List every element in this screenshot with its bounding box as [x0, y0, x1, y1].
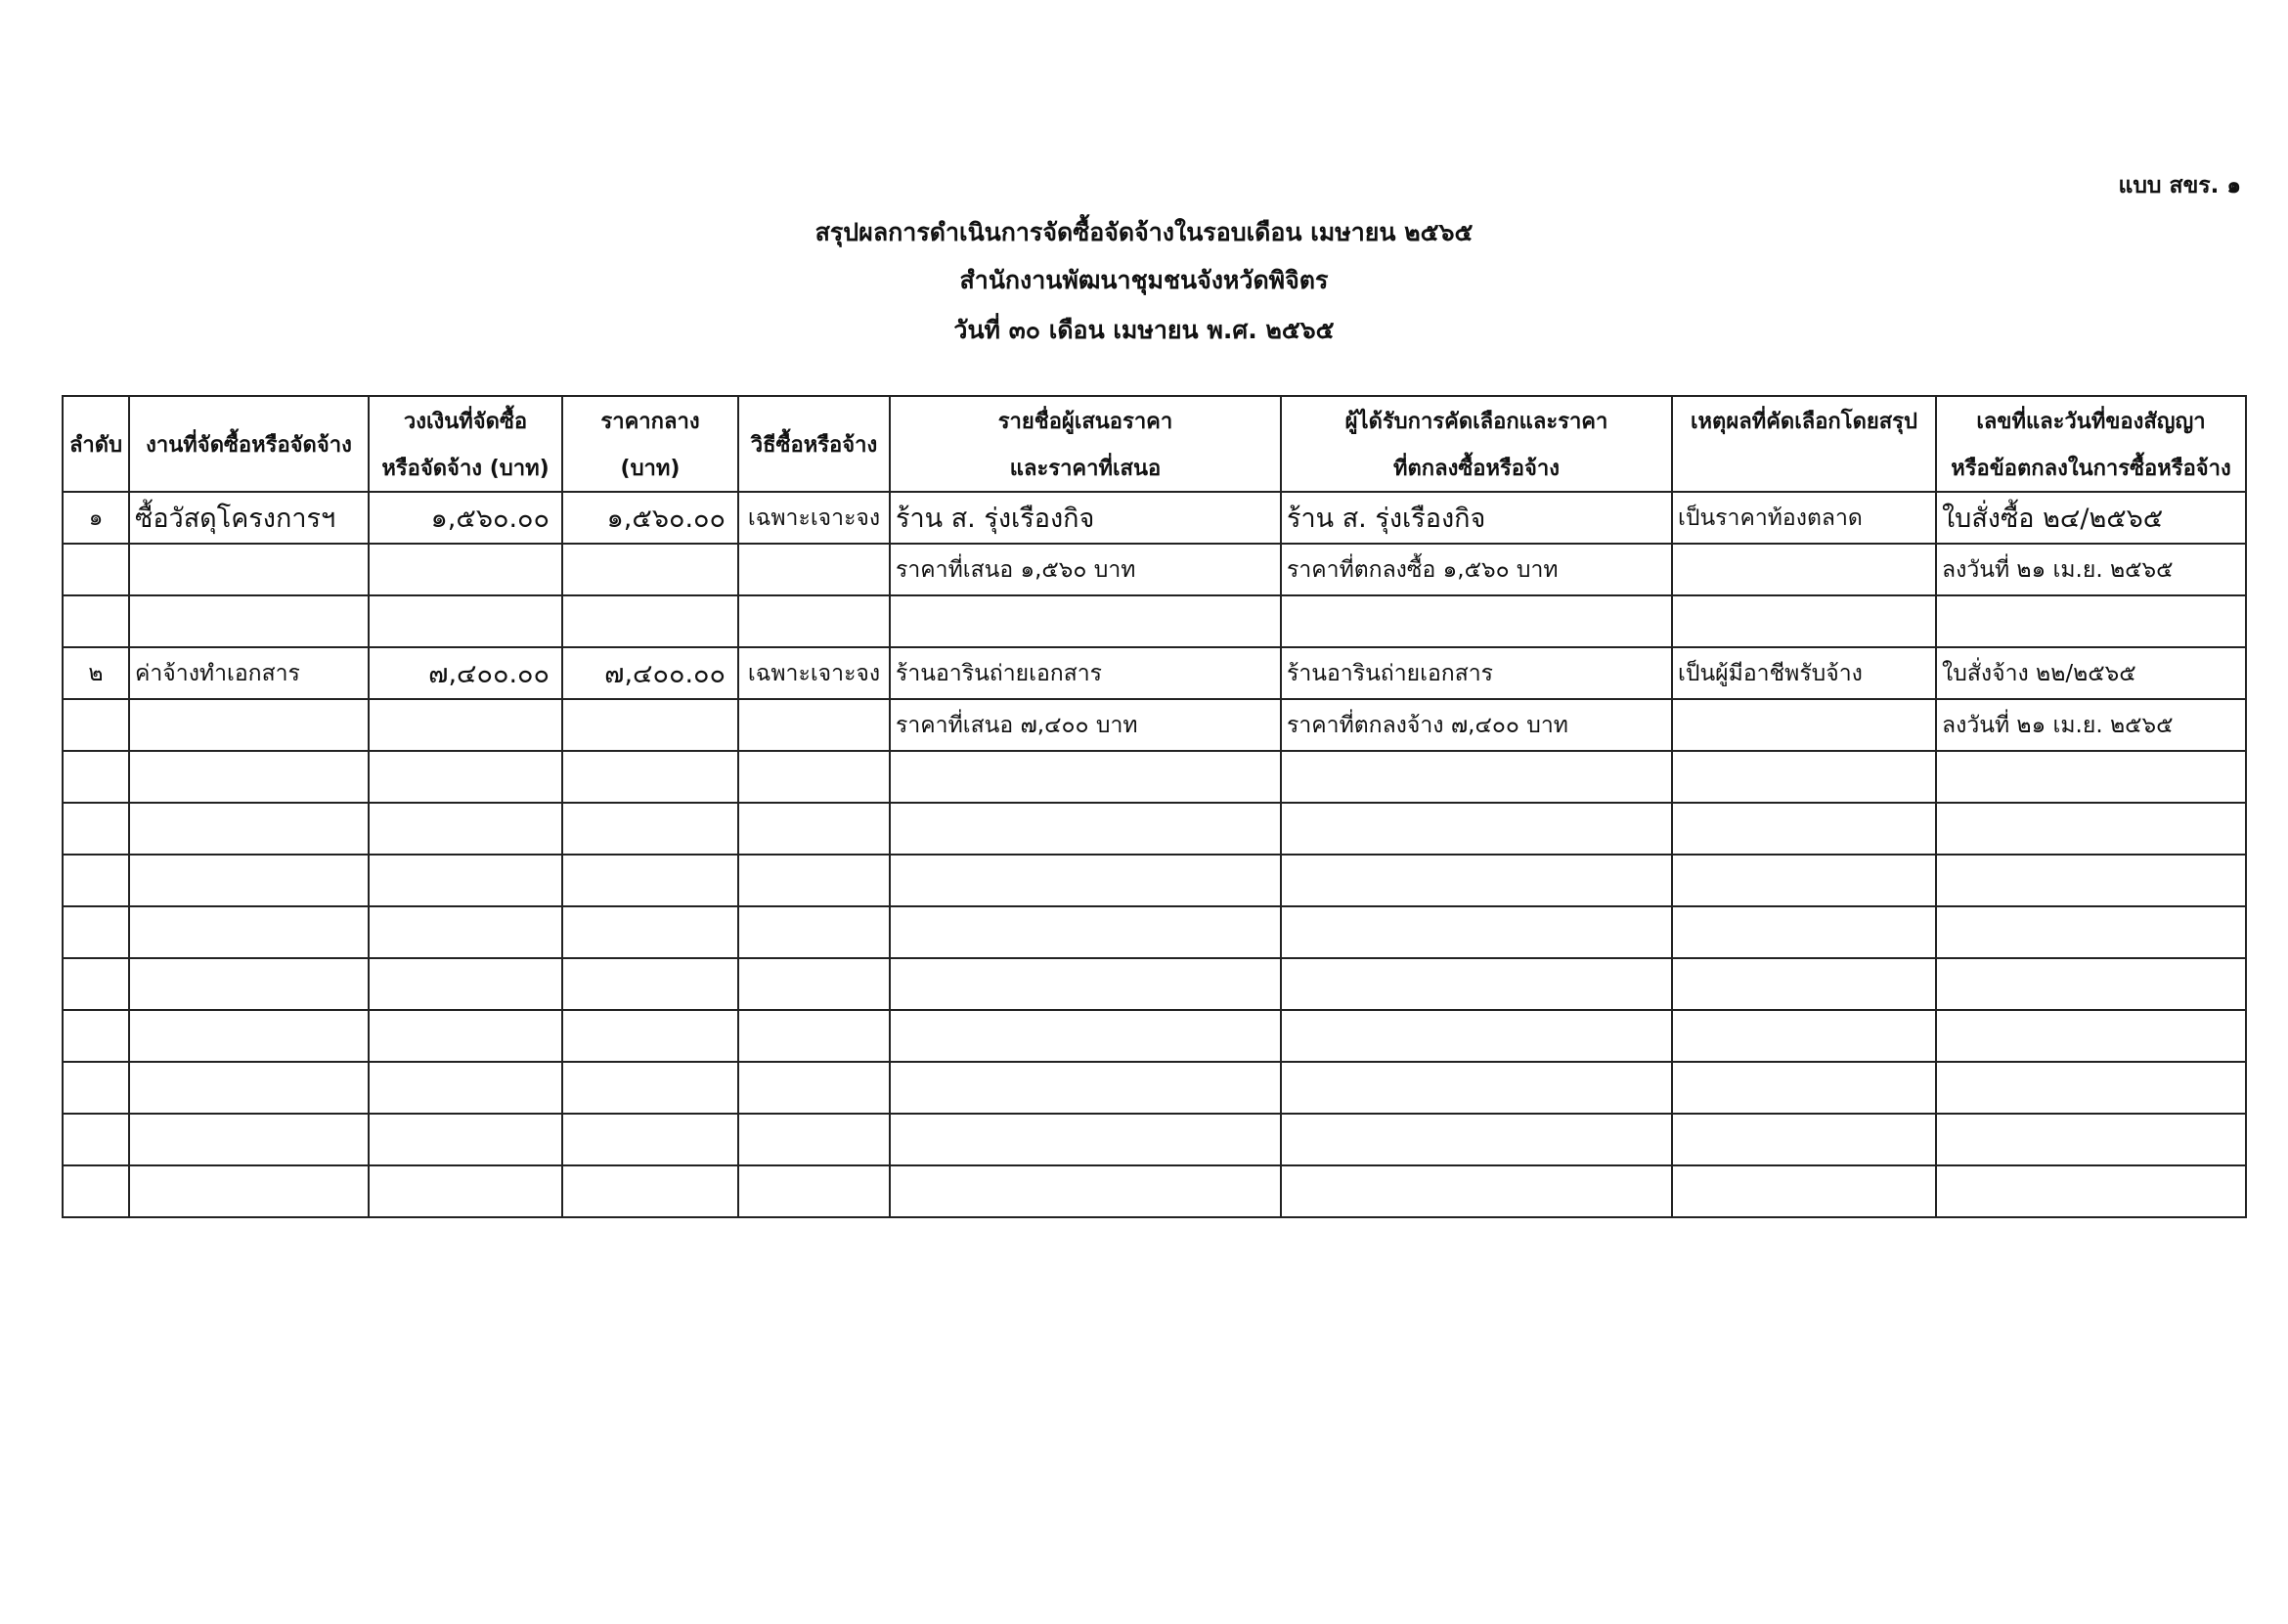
cell-empty [738, 595, 890, 647]
cell-empty [1936, 595, 2246, 647]
cell-empty [1672, 544, 1936, 595]
cell-empty [1672, 803, 1936, 855]
cell-empty [63, 855, 129, 906]
cell-empty [1672, 906, 1936, 958]
header-item: งานที่จัดซื้อหรือจัดจ้าง [129, 396, 369, 492]
cell-item: ซื้อวัสดุโครงการฯ [129, 492, 369, 544]
cell-empty [63, 1062, 129, 1114]
cell-item: ค่าจ้างทำเอกสาร [129, 647, 369, 699]
cell-empty [890, 751, 1281, 803]
report-title: สรุปผลการดำเนินการจัดซื้อจัดจ้างในรอบเดือน เมษายน ๒๕๖๕ [814, 218, 1474, 246]
cell-bidder-name: ร้าน ส. รุ่งเรืองกิจ [890, 492, 1281, 544]
cell-empty [1672, 1165, 1936, 1217]
cell-empty [129, 803, 369, 855]
cell-no: ๒ [63, 647, 129, 699]
cell-contract-date: ลงวันที่ ๒๑ เม.ย. ๒๕๖๕ [1936, 699, 2246, 751]
cell-empty [369, 1114, 562, 1165]
cell-empty [1281, 595, 1672, 647]
header-row [63, 396, 2246, 444]
cell-empty [369, 1165, 562, 1217]
cell-empty [1936, 1010, 2246, 1062]
table-row-blank [63, 1062, 2246, 1114]
cell-empty [63, 1010, 129, 1062]
cell-empty [1936, 906, 2246, 958]
header-median-line2: (บาท) [562, 444, 738, 492]
cell-empty [369, 1062, 562, 1114]
cell-empty [1281, 855, 1672, 906]
cell-empty [63, 544, 129, 595]
cell-method: เฉพาะเจาะจง [738, 492, 890, 544]
cell-empty [738, 544, 890, 595]
cell-empty [562, 544, 738, 595]
cell-empty [1281, 958, 1672, 1010]
cell-empty [1281, 751, 1672, 803]
cell-empty [1672, 751, 1936, 803]
cell-empty [369, 1010, 562, 1062]
cell-empty [738, 1010, 890, 1062]
table-row-blank [63, 751, 2246, 803]
cell-winner-price: ราคาที่ตกลงซื้อ ๑,๕๖๐ บาท [1281, 544, 1672, 595]
cell-empty [890, 958, 1281, 1010]
cell-empty [63, 1165, 129, 1217]
cell-no: ๑ [63, 492, 129, 544]
cell-empty [562, 1010, 738, 1062]
cell-empty [738, 699, 890, 751]
cell-empty [738, 1165, 890, 1217]
cell-empty [129, 906, 369, 958]
cell-empty [1936, 1165, 2246, 1217]
cell-empty [369, 803, 562, 855]
header-budget-line1: วงเงินที่จัดซื้อ [369, 396, 562, 444]
table-row-blank [63, 803, 2246, 855]
cell-empty [369, 906, 562, 958]
cell-empty [129, 1165, 369, 1217]
table-row [63, 647, 2246, 699]
cell-empty [738, 751, 890, 803]
blank-rows [63, 751, 2246, 1217]
table-row-blank [63, 1114, 2246, 1165]
cell-empty [562, 699, 738, 751]
cell-empty [562, 595, 738, 647]
cell-empty [1281, 1062, 1672, 1114]
cell-median: ๑,๕๖๐.๐๐ [562, 492, 738, 544]
cell-winner-price: ราคาที่ตกลงจ้าง ๗,๔๐๐ บาท [1281, 699, 1672, 751]
cell-empty [63, 906, 129, 958]
cell-budget: ๗,๔๐๐.๐๐ [369, 647, 562, 699]
cell-empty [890, 803, 1281, 855]
cell-empty [562, 958, 738, 1010]
cell-contract-date: ลงวันที่ ๒๑ เม.ย. ๒๕๖๕ [1936, 544, 2246, 595]
table-row [63, 544, 2246, 595]
cell-empty [63, 803, 129, 855]
header-method: วิธีซื้อหรือจ้าง [738, 396, 890, 492]
cell-empty [1936, 803, 2246, 855]
table-row-blank [63, 1165, 2246, 1217]
cell-bidder-price: ราคาที่เสนอ ๗,๔๐๐ บาท [890, 699, 1281, 751]
cell-empty [129, 1010, 369, 1062]
cell-contract-no: ใบสั่งซื้อ ๒๔/๒๕๖๕ [1936, 492, 2246, 544]
cell-empty [63, 751, 129, 803]
cell-empty [562, 1062, 738, 1114]
cell-empty [63, 595, 129, 647]
cell-empty [738, 906, 890, 958]
cell-empty [890, 1165, 1281, 1217]
header-contract-line2: หรือข้อตกลงในการซื้อหรือจ้าง [1936, 444, 2246, 492]
cell-empty [1936, 1114, 2246, 1165]
cell-bidder-name: ร้านอารินถ่ายเอกสาร [890, 647, 1281, 699]
cell-empty [1672, 1010, 1936, 1062]
table-row-blank [63, 906, 2246, 958]
cell-empty [1672, 699, 1936, 751]
cell-empty [738, 958, 890, 1010]
cell-empty [129, 699, 369, 751]
cell-empty [1281, 1165, 1672, 1217]
cell-empty [562, 906, 738, 958]
header-contract-line1: เลขที่และวันที่ของสัญญา [1936, 396, 2246, 444]
cell-empty [369, 544, 562, 595]
cell-empty [1936, 855, 2246, 906]
form-code: แบบ สขร. ๑ [2118, 173, 2241, 198]
table-row [63, 492, 2246, 544]
cell-empty [369, 751, 562, 803]
cell-empty [129, 595, 369, 647]
cell-empty [562, 751, 738, 803]
cell-empty [1281, 1010, 1672, 1062]
table-row-blank [63, 855, 2246, 906]
cell-empty [562, 1165, 738, 1217]
table-row-blank [63, 1010, 2246, 1062]
cell-empty [738, 1114, 890, 1165]
cell-empty [562, 803, 738, 855]
cell-empty [63, 958, 129, 1010]
cell-empty [890, 1114, 1281, 1165]
cell-winner-name: ร้านอารินถ่ายเอกสาร [1281, 647, 1672, 699]
header-bidders-line2: และราคาที่เสนอ [890, 444, 1281, 492]
cell-empty [1281, 906, 1672, 958]
cell-empty [129, 751, 369, 803]
header-winner-line1: ผู้ได้รับการคัดเลือกและราคา [1281, 396, 1672, 444]
header-row-2 [63, 444, 2246, 492]
cell-budget: ๑,๕๖๐.๐๐ [369, 492, 562, 544]
cell-empty [562, 855, 738, 906]
cell-empty [1672, 855, 1936, 906]
table-row [63, 699, 2246, 751]
office-name: สำนักงานพัฒนาชุมชนจังหวัดพิจิตร [959, 266, 1329, 294]
cell-bidder-price: ราคาที่เสนอ ๑,๕๖๐ บาท [890, 544, 1281, 595]
cell-empty [890, 595, 1281, 647]
cell-reason: เป็นผู้มีอาชีพรับจ้าง [1672, 647, 1936, 699]
procurement-table [62, 395, 2247, 1218]
header-median-line1: ราคากลาง [562, 396, 738, 444]
cell-empty [369, 595, 562, 647]
cell-empty [129, 544, 369, 595]
cell-empty [63, 699, 129, 751]
cell-winner-name: ร้าน ส. รุ่งเรืองกิจ [1281, 492, 1672, 544]
report-date: วันที่ ๓๐ เดือน เมษายน พ.ศ. ๒๕๖๕ [953, 316, 1335, 344]
cell-empty [1936, 1062, 2246, 1114]
cell-empty [738, 855, 890, 906]
header-budget-line2: หรือจัดจ้าง (บาท) [369, 444, 562, 492]
table-row-blank [63, 958, 2246, 1010]
cell-empty [129, 855, 369, 906]
cell-empty [129, 1062, 369, 1114]
cell-empty [890, 1010, 1281, 1062]
header-reason: เหตุผลที่คัดเลือกโดยสรุป [1672, 396, 1936, 444]
cell-empty [890, 1062, 1281, 1114]
cell-empty [369, 699, 562, 751]
table-row [63, 595, 2246, 647]
cell-empty [369, 855, 562, 906]
cell-empty [890, 855, 1281, 906]
cell-reason: เป็นราคาท้องตลาด [1672, 492, 1936, 544]
cell-empty [1672, 595, 1936, 647]
cell-contract-no: ใบสั่งจ้าง ๒๒/๒๕๖๕ [1936, 647, 2246, 699]
cell-empty [1936, 958, 2246, 1010]
cell-empty [562, 1114, 738, 1165]
cell-empty [129, 1114, 369, 1165]
cell-empty [890, 906, 1281, 958]
header-bidders-line1: รายชื่อผู้เสนอราคา [890, 396, 1281, 444]
cell-empty [129, 958, 369, 1010]
header-reason-blank [1672, 444, 1936, 492]
cell-empty [1672, 1114, 1936, 1165]
cell-empty [63, 1114, 129, 1165]
cell-empty [1936, 751, 2246, 803]
cell-method: เฉพาะเจาะจง [738, 647, 890, 699]
cell-empty [738, 803, 890, 855]
cell-empty [1672, 1062, 1936, 1114]
header-no: ลำดับ [63, 396, 129, 492]
cell-empty [1281, 1114, 1672, 1165]
cell-median: ๗,๔๐๐.๐๐ [562, 647, 738, 699]
cell-empty [369, 958, 562, 1010]
cell-empty [1281, 803, 1672, 855]
cell-empty [738, 1062, 890, 1114]
header-winner-line2: ที่ตกลงซื้อหรือจ้าง [1281, 444, 1672, 492]
cell-empty [1672, 958, 1936, 1010]
